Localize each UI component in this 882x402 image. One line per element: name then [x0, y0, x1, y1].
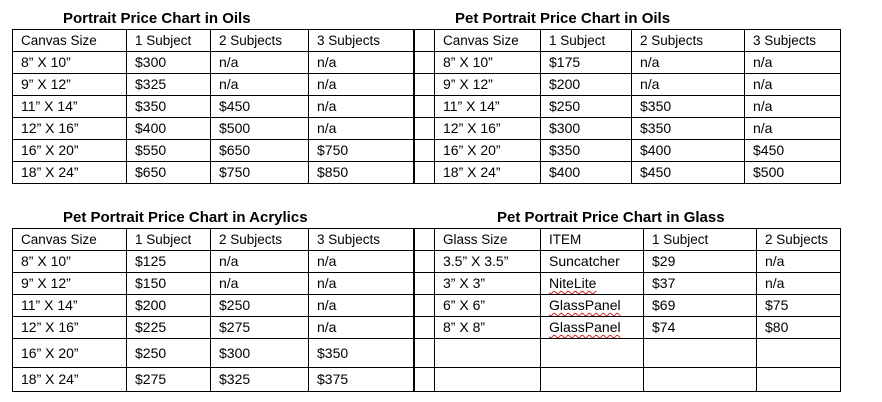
- table-cell: [757, 339, 841, 368]
- table-cell: n/a: [309, 317, 415, 339]
- table-cell: 16” X 20”: [13, 140, 127, 162]
- table-cell: n/a: [757, 251, 841, 273]
- table-cell: $80: [757, 317, 841, 339]
- table-cell: 8” X 8”: [435, 317, 541, 339]
- table-cell: $500: [745, 162, 841, 184]
- table-cell: $69: [644, 295, 757, 317]
- table-cell: [541, 339, 644, 368]
- table-cell: 9” X 12”: [13, 74, 127, 96]
- header-cell: Canvas Size: [13, 229, 127, 251]
- table-row: [435, 140, 841, 162]
- table-cell: [435, 368, 541, 392]
- table-cell: $150: [127, 273, 211, 295]
- table-cell: $300: [541, 118, 632, 140]
- table-cell: $29: [644, 251, 757, 273]
- header-cell: 2 Subjects: [211, 30, 309, 52]
- price-table-portrait-oils: [12, 29, 415, 184]
- header-cell: ITEM: [541, 229, 644, 251]
- table-row: [435, 96, 841, 118]
- spacer-cell: [414, 368, 435, 392]
- table-cell: [644, 339, 757, 368]
- table-cell: $325: [211, 368, 309, 392]
- header-cell: Glass Size: [435, 229, 541, 251]
- table-cell: Suncatcher: [541, 251, 644, 273]
- table-cell: [541, 317, 644, 339]
- spacer-cell: [414, 140, 435, 162]
- table-cell: $350: [541, 140, 632, 162]
- table-cell: 11” X 14”: [13, 295, 127, 317]
- header-cell: 3 Subjects: [745, 30, 841, 52]
- header-cell: Canvas Size: [13, 30, 127, 52]
- table-cell: $325: [127, 74, 211, 96]
- table-cell: $750: [211, 162, 309, 184]
- table-cell: n/a: [309, 273, 415, 295]
- table-row: [435, 162, 841, 184]
- table-cell: $300: [211, 339, 309, 368]
- table-cell: n/a: [309, 96, 415, 118]
- spacer-cell: [414, 339, 435, 368]
- table-cell: $500: [211, 118, 309, 140]
- table-cell: 16” X 20”: [435, 140, 541, 162]
- table-cell: [435, 273, 541, 295]
- table-cell-text: NiteLite: [549, 275, 597, 291]
- table-cell: 12” X 16”: [435, 118, 541, 140]
- spacer-cell: [414, 317, 435, 339]
- table-row: [13, 339, 415, 368]
- spacer-cell: [414, 96, 435, 118]
- table-cell: $175: [541, 52, 632, 74]
- table-row: [13, 118, 415, 140]
- spacer-column-top: [413, 29, 435, 184]
- table-cell: $450: [632, 162, 745, 184]
- table-cell-text: GlassPanel: [549, 319, 621, 335]
- table-cell: 8” X 10”: [13, 251, 127, 273]
- table-cell: n/a: [745, 74, 841, 96]
- header-cell: 3 Subjects: [309, 30, 415, 52]
- header-cell: 2 Subjects: [632, 30, 745, 52]
- table-cell-text: 3” X 3”: [443, 275, 486, 291]
- price-table-pet-acrylics: [12, 228, 415, 392]
- table-header-row: [435, 229, 841, 251]
- table-cell: $125: [127, 251, 211, 273]
- header-cell: 3 Subjects: [309, 229, 415, 251]
- table-cell: n/a: [211, 251, 309, 273]
- table-row: [13, 251, 415, 273]
- table-cell: 11” X 14”: [13, 96, 127, 118]
- table-cell: $550: [127, 140, 211, 162]
- spacer-cell: [414, 251, 435, 273]
- table-cell: $850: [309, 162, 415, 184]
- table-cell: 18” X 24”: [13, 368, 127, 392]
- header-cell: Canvas Size: [435, 30, 541, 52]
- chart-title-pet-acrylics: Pet Portrait Price Chart in Acrylics: [63, 209, 308, 226]
- table-cell: $650: [127, 162, 211, 184]
- table-cell: $275: [127, 368, 211, 392]
- spacer-cell: [414, 273, 435, 295]
- spacer-cell: [414, 295, 435, 317]
- table-cell: 9” X 12”: [13, 273, 127, 295]
- table-cell: n/a: [632, 74, 745, 96]
- table-row: [13, 74, 415, 96]
- table-cell: n/a: [211, 74, 309, 96]
- chart-title-pet-oils: Pet Portrait Price Chart in Oils: [455, 10, 671, 27]
- table-row: [13, 273, 415, 295]
- table-row: [13, 368, 415, 392]
- table-cell: $275: [211, 317, 309, 339]
- table-header-row: [13, 229, 415, 251]
- price-table-pet-glass: [434, 228, 841, 392]
- table-cell: 12” X 16”: [13, 317, 127, 339]
- table-row: [435, 295, 841, 317]
- header-cell: 2 Subjects: [757, 229, 841, 251]
- table-cell: [541, 368, 644, 392]
- table-header-row: [435, 30, 841, 52]
- table-cell: $200: [541, 74, 632, 96]
- table-cell: n/a: [745, 52, 841, 74]
- spacer-cell: [414, 118, 435, 140]
- table-cell: n/a: [632, 52, 745, 74]
- table-cell: $200: [127, 295, 211, 317]
- table-cell: n/a: [745, 118, 841, 140]
- table-row: [13, 162, 415, 184]
- table-cell: $350: [309, 339, 415, 368]
- table-cell: n/a: [309, 118, 415, 140]
- table-cell: $450: [211, 96, 309, 118]
- table-cell: 11” X 14”: [435, 96, 541, 118]
- table-cell: $250: [541, 96, 632, 118]
- table-cell: n/a: [309, 251, 415, 273]
- table-cell: n/a: [745, 96, 841, 118]
- chart-title-portrait-oils: Portrait Price Chart in Oils: [63, 10, 251, 27]
- table-cell: $75: [757, 295, 841, 317]
- chart-title-pet-glass: Pet Portrait Price Chart in Glass: [497, 209, 725, 226]
- spacer-cell: [414, 74, 435, 96]
- table-cell: $350: [632, 118, 745, 140]
- table-cell: [541, 273, 644, 295]
- table-cell: $450: [745, 140, 841, 162]
- table-row: [13, 52, 415, 74]
- table-row: [435, 368, 841, 392]
- table-cell: 3.5” X 3.5”: [435, 251, 541, 273]
- table-row: [13, 140, 415, 162]
- table-cell: n/a: [757, 273, 841, 295]
- table-cell: $400: [632, 140, 745, 162]
- table-cell: n/a: [309, 295, 415, 317]
- header-cell: 1 Subject: [127, 30, 211, 52]
- table-cell: $400: [541, 162, 632, 184]
- header-cell: 1 Subject: [127, 229, 211, 251]
- table-cell: $250: [211, 295, 309, 317]
- table-cell: n/a: [309, 74, 415, 96]
- table-cell: $225: [127, 317, 211, 339]
- table-header-row: [13, 30, 415, 52]
- table-cell: 12” X 16”: [13, 118, 127, 140]
- table-cell: [541, 295, 644, 317]
- table-cell: $350: [127, 96, 211, 118]
- table-cell: 18” X 24”: [435, 162, 541, 184]
- table-row: [13, 295, 415, 317]
- header-cell: 1 Subject: [644, 229, 757, 251]
- table-cell: 16” X 20”: [13, 339, 127, 368]
- table-cell: n/a: [211, 52, 309, 74]
- table-row: [435, 74, 841, 96]
- table-cell: 6” X 6”: [435, 295, 541, 317]
- table-cell: $37: [644, 273, 757, 295]
- spacer-column-bottom: [413, 228, 435, 392]
- table-cell: $300: [127, 52, 211, 74]
- spacer-cell: [414, 52, 435, 74]
- table-row: [435, 339, 841, 368]
- table-cell: $750: [309, 140, 415, 162]
- header-cell: 2 Subjects: [211, 229, 309, 251]
- spacer-cell: [414, 162, 435, 184]
- table-cell: [644, 368, 757, 392]
- table-row: [435, 273, 841, 295]
- table-cell: $650: [211, 140, 309, 162]
- table-cell: 8” X 10”: [435, 52, 541, 74]
- spacer-cell: [414, 30, 435, 52]
- table-row: [435, 118, 841, 140]
- table-cell: 8” X 10”: [13, 52, 127, 74]
- table-cell: $250: [127, 339, 211, 368]
- price-table-pet-oils: [434, 29, 841, 184]
- table-cell: 9” X 12”: [435, 74, 541, 96]
- table-row: [13, 96, 415, 118]
- table-cell: $74: [644, 317, 757, 339]
- table-cell: [757, 368, 841, 392]
- table-row: [435, 251, 841, 273]
- table-row: [435, 317, 841, 339]
- table-row: [13, 317, 415, 339]
- table-cell: 18” X 24”: [13, 162, 127, 184]
- header-cell: 1 Subject: [541, 30, 632, 52]
- table-cell: n/a: [309, 52, 415, 74]
- spacer-cell: [414, 229, 435, 251]
- table-cell-text: GlassPanel: [549, 297, 621, 313]
- table-cell: $375: [309, 368, 415, 392]
- table-row: [435, 52, 841, 74]
- table-cell: n/a: [211, 273, 309, 295]
- table-cell: $400: [127, 118, 211, 140]
- table-cell: [435, 339, 541, 368]
- table-cell: $350: [632, 96, 745, 118]
